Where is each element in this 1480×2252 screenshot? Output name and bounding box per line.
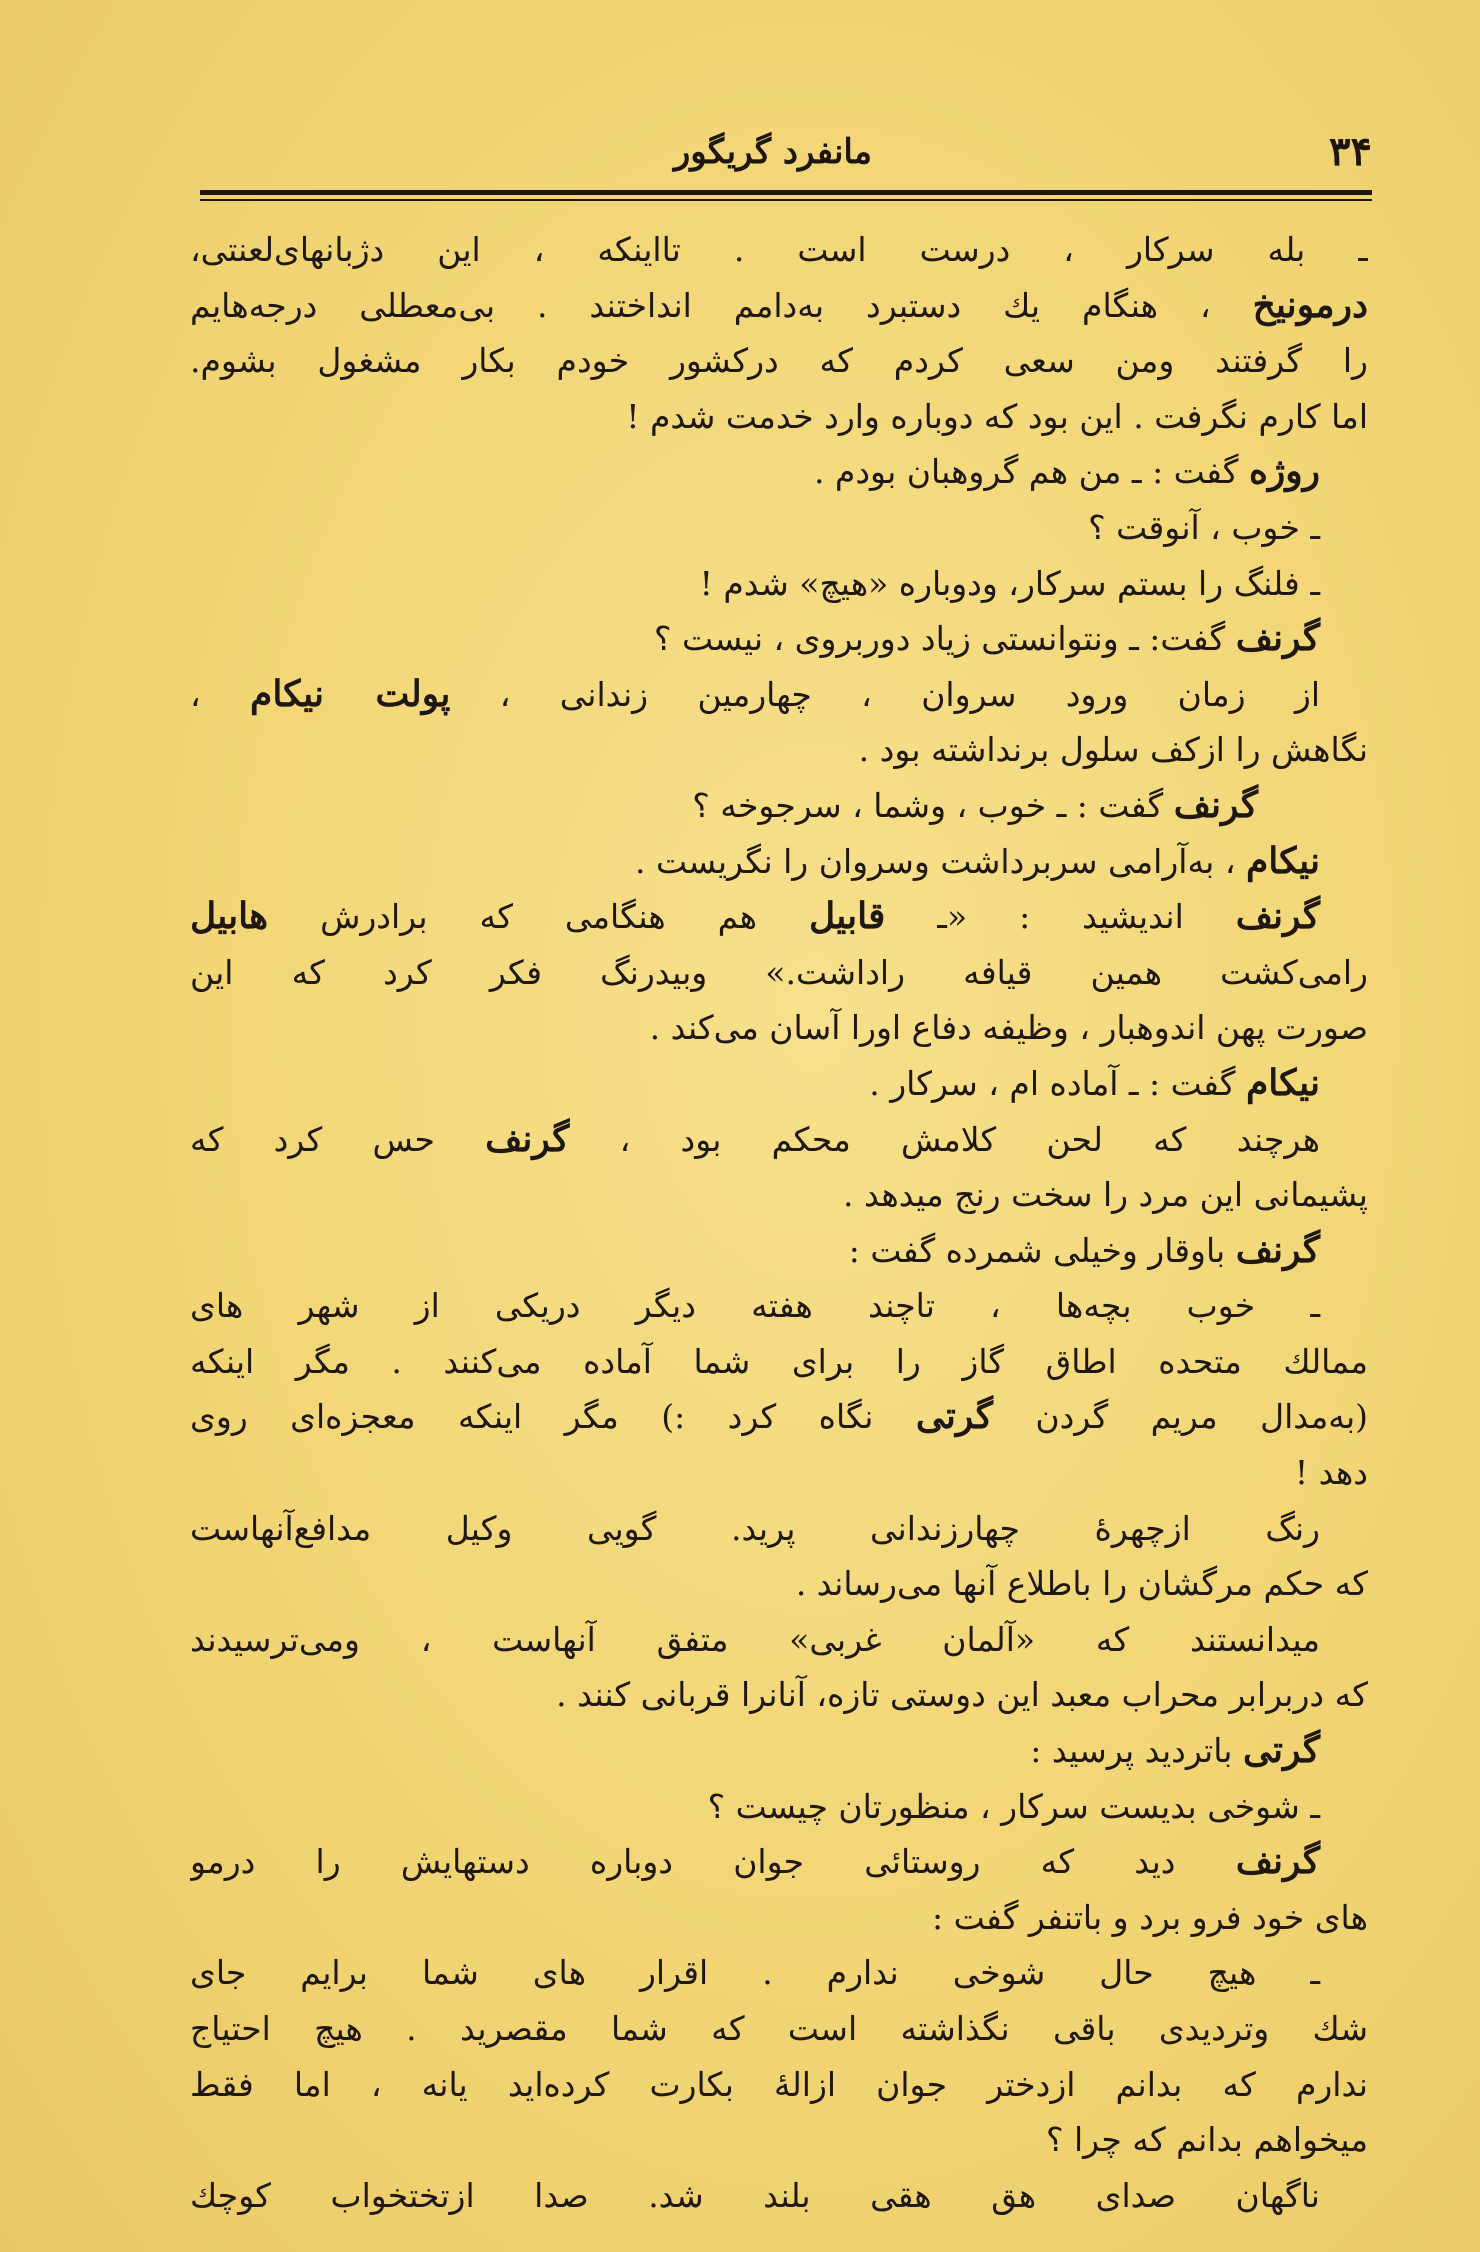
text-run: ـ هیچ حال شوخی ندارم . اقرار های شما برایم جای — [190, 1953, 1320, 1993]
text-run: (به‌مدال مریم گردن — [992, 1397, 1368, 1437]
character-name: گرنف — [1235, 1840, 1320, 1883]
character-name: پولت نیکام — [250, 672, 451, 715]
text-line — [190, 1445, 1368, 1501]
character-name: گرنف — [1235, 895, 1321, 938]
text-run: ندارم که بدانم ازدختر جوان ازالهٔ بکارت کرده‌اید یانه ، اما فقط — [190, 2064, 1368, 2104]
text-run: رامی‌کشت همین قیافه راداشت.» وبیدرنگ فکر کرد که این — [190, 952, 1368, 992]
text-line — [190, 1112, 1368, 1168]
page-header — [200, 128, 1372, 188]
character-name: گرتی — [1242, 1729, 1320, 1772]
character-name: نیکام — [1245, 839, 1320, 882]
text-line — [190, 611, 1368, 667]
text-line — [190, 556, 1368, 612]
text-run: نگاهش را ازکف سلول برنداشته بود . — [858, 730, 1368, 770]
text-run: اندیشید : «ـ — [885, 897, 1236, 937]
character-name: روژه — [1248, 450, 1320, 493]
text-run: ، — [190, 674, 251, 714]
text-run: دید که روستائی جوان دوباره دستهایش را درمو — [190, 1842, 1236, 1882]
text-line — [190, 1389, 1368, 1445]
text-run: ـ شوخی بدیست سرکار ، منظورتان چیست ؟ — [707, 1786, 1320, 1826]
text-line — [190, 1723, 1368, 1779]
text-line — [190, 444, 1368, 500]
text-line — [190, 778, 1368, 834]
text-run: پشیمانی این مرد را سخت رنج میدهد . — [843, 1175, 1368, 1215]
body-text — [190, 222, 1368, 2215]
running-title: مانفرد گریگور — [673, 132, 872, 172]
header-rule — [200, 190, 1372, 195]
text-run: گفت: ـ ونتوانستی زیاد دوربروی ، نیست ؟ — [654, 619, 1236, 659]
text-run: که دربرابر محراب معبد این دوستی تازه، آنانرا قربانی کنند . — [556, 1675, 1368, 1715]
text-line — [190, 1167, 1368, 1223]
text-run: ـ فلنگ را بستم سرکار، ودوباره «هیچ» شدم ! — [699, 563, 1320, 603]
character-name: هابیل — [190, 895, 269, 938]
text-line — [190, 1779, 1368, 1835]
text-run: میدانستند که «آلمان غربی» متفق آنهاست ، ومی‌ترسیدند — [190, 1619, 1320, 1659]
text-line — [190, 1278, 1368, 1334]
text-run: گفت : ـ من هم گروهبان بودم . — [813, 452, 1249, 492]
text-line — [190, 1000, 1368, 1056]
text-run: صورت پهن اندوهبار ، وظیفه دفاع اورا آسان می‌کند . — [649, 1008, 1368, 1048]
text-line — [190, 722, 1368, 778]
text-line — [190, 2001, 1368, 2057]
text-run: حس کرد که — [190, 1119, 486, 1159]
text-line — [190, 1501, 1368, 1557]
text-run: ـ خوب ، آنوقت ؟ — [1088, 507, 1320, 547]
text-line — [190, 2112, 1368, 2168]
character-name: گرنف — [1235, 1228, 1320, 1271]
text-run: باتردید پرسید : — [1030, 1731, 1243, 1771]
text-run: ممالك متحده اطاق گاز را برای شما آماده می‌کنند . مگر اینکه — [190, 1341, 1368, 1381]
text-run: را گرفتند ومن سعی کردم که درکشور خودم بکار مشغول بشوم. — [190, 341, 1368, 381]
text-run: رنگ ازچهرهٔ چهارزندانی پرید. گویی وکیل مدافع‌آنهاست — [190, 1508, 1320, 1548]
text-line — [190, 1223, 1368, 1279]
text-line — [190, 222, 1368, 278]
text-line — [190, 278, 1368, 334]
text-line — [190, 389, 1368, 445]
text-line — [190, 945, 1368, 1001]
text-run: هرچند که لحن کلامش محکم بود ، — [569, 1119, 1320, 1159]
text-run: ، به‌آرامی سربرداشت وسروان را نگریست . — [635, 841, 1246, 881]
text-line — [190, 2057, 1368, 2113]
text-run: نگاه کرد :) مگر اینکه معجزه‌ای روی — [190, 1397, 916, 1437]
character-name: گرنف — [1235, 617, 1320, 660]
character-name: قابیل — [808, 895, 886, 938]
text-line — [190, 333, 1368, 389]
text-line — [190, 2168, 1368, 2224]
text-run: ، هنگام یك دستبرد به‌دامم انداختند . بی‌معطلی درجه‌هایم — [190, 285, 1253, 325]
text-line — [190, 1945, 1368, 2001]
text-line — [190, 500, 1368, 556]
text-line — [190, 667, 1368, 723]
text-run: گفت : ـ خوب ، وشما ، سرجوخه ؟ — [692, 785, 1174, 825]
header-rule-thin — [200, 199, 1372, 201]
text-run: ـ بله سرکار ، درست است . تااینکه ، این دژبانهای‌لعنتی، — [190, 230, 1368, 269]
text-run: ناگهان صدای هق هقی بلند شد. صدا ازتختخواب کوچك — [190, 2175, 1320, 2215]
text-run: که حکم مرگشان را باطلاع آنها می‌رساند . — [795, 1564, 1368, 1604]
text-run: باوقار وخیلی شمرده گفت : — [848, 1230, 1236, 1270]
text-run: های خود فرو برد و باتنفر گفت : — [931, 1897, 1368, 1937]
text-run: گفت : ـ آماده ام ، سرکار . — [869, 1063, 1246, 1103]
text-run: دهد ! — [1294, 1453, 1368, 1493]
text-line — [190, 889, 1368, 945]
text-line — [190, 1056, 1368, 1112]
text-line — [190, 834, 1368, 890]
text-run: شك وتردیدی باقی نگذاشته است که شما مقصرید . هیچ احتیاج — [190, 2009, 1368, 2048]
text-line — [190, 1834, 1368, 1890]
text-run: اما کارم نگرفت . این بود که دوباره وارد خدمت شدم ! — [626, 396, 1368, 436]
text-line — [190, 1890, 1368, 1946]
character-name: درمونیخ — [1252, 283, 1368, 326]
text-line — [190, 1612, 1368, 1668]
text-run: میخواهم بدانم که چرا ؟ — [1046, 2120, 1368, 2160]
text-line — [190, 1667, 1368, 1723]
character-name: گرنف — [485, 1117, 570, 1160]
text-run: از زمان ورود سروان ، چهارمین زندانی ، — [450, 674, 1321, 714]
page-number: ۳۴ — [1329, 128, 1372, 175]
character-name: گرنف — [1173, 783, 1258, 826]
character-name: نیکام — [1245, 1061, 1320, 1104]
text-run: هم هنگامی که برادرش — [268, 897, 809, 937]
text-run: ـ خوب بچه‌ها ، تاچند هفته دیگر دریکی از شهر های — [190, 1286, 1320, 1326]
character-name: گرتی — [915, 1395, 993, 1438]
text-line — [190, 1556, 1368, 1612]
text-line — [190, 1334, 1368, 1390]
